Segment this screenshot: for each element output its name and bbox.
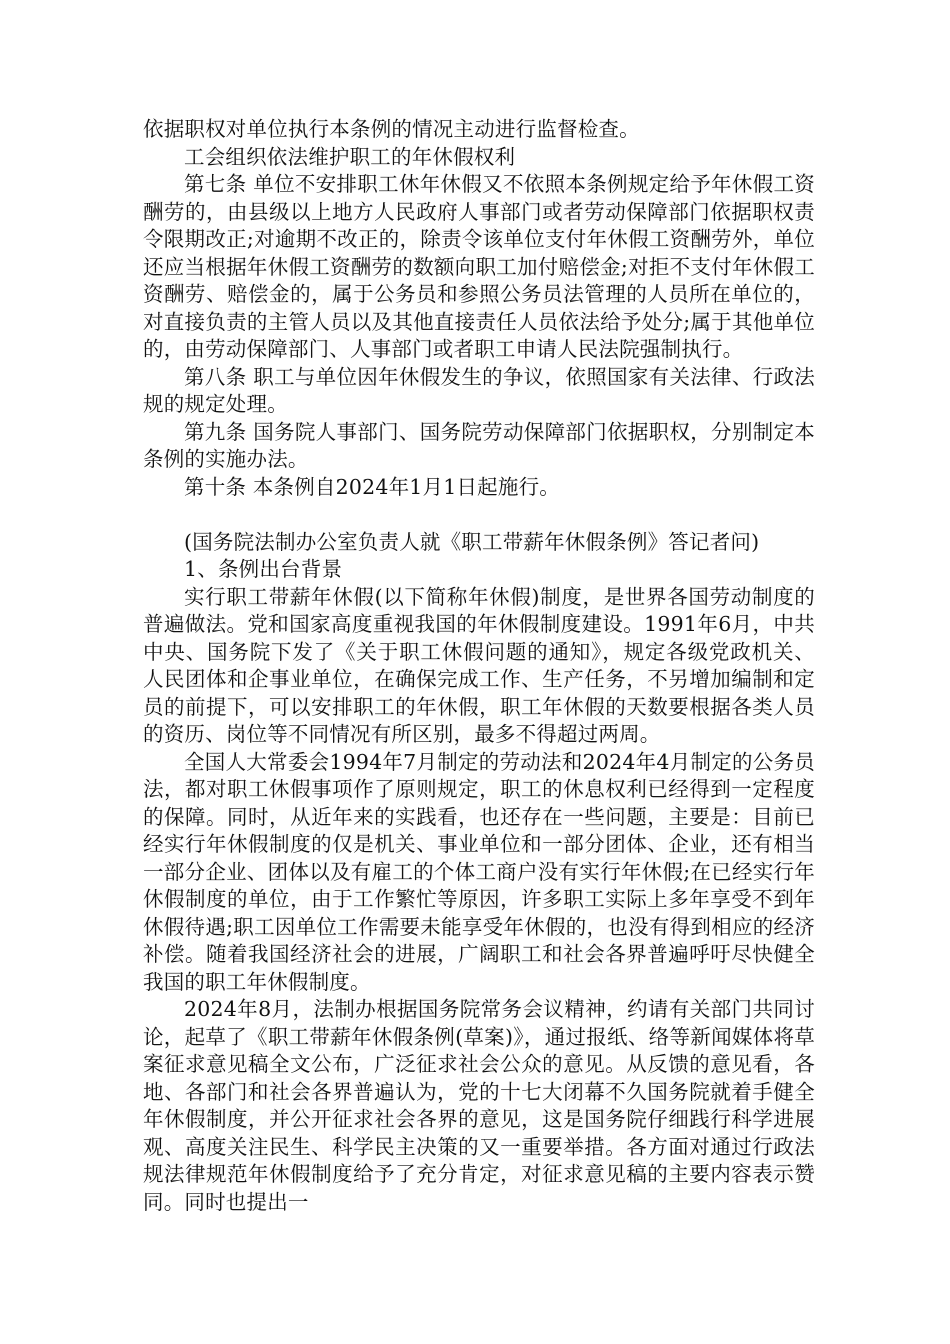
- article-10-paragraph: 第十条 本条例自2024年1月1日起施行。: [184, 474, 560, 499]
- interview-heading: (国务院法制办公室负责人就《职工带薪年休假条例》答记者问): [184, 529, 760, 554]
- section-heading: 1、条例出台背景: [184, 557, 343, 581]
- paragraph: 实行职工带薪年休假(以下简称年休假)制度，是世界各国劳动制度的普遍做法。党和国家高度重视我国的年休假制度建设。1991年6月，中共中央、国务院下发了《关于职工休假问题的通知》，规定各级党政机关、人民团体和企事业单位，在确保完成工作、生产任务，不另增加编制和定员的前提下，可以安排职工的年休假，职工年休假的天数要根据各类人员的资历、岗位等不同情况有所区别，最多不得超过两周。: [143, 584, 815, 746]
- paragraph: 工会组织依法维护职工的年休假权利: [184, 144, 516, 169]
- paragraph: 2024年8月，法制办根据国务院常务会议精神，约请有关部门共同讨论，起草了《职工带薪年休假条例(草案)》，通过报纸、络等新闻媒体将草案征求意见稿全文公布，广泛征求社会公众的意见。从反馈的意见看，各地、各部门和社会各界普遍认为，党的十七大闭幕不久国务院就着手健全年休假制度，并公开征求社会各界的意见，这是国务院仔细践行科学进展观、高度关注民生、科学民主决策的又一重要举措。各方面对通过行政法规法律规范年休假制度给予了充分肯定，对征求意见稿的主要内容表示赞同。同时也提出一: [143, 997, 815, 1214]
- article-7-paragraph: 第七条 单位不安排职工休年休假又不依照本条例规定给予年休假工资酬劳的，由县级以上地方人民政府人事部门或者劳动保障部门依据职权责令限期改正;对逾期不改正的，除责令该单位支付年休假工资酬劳外，单位还应当根据年休假工资酬劳的数额向职工加付赔偿金;对拒不支付年休假工资酬劳、赔偿金的，属于公务员和参照公务员法管理的人员所在单位的，对直接负责的主管人员以及其他直接责任人员依法给予处分;属于其他单位的，由劳动保障部门、人事部门或者职工申请人民法院强制执行。: [143, 172, 815, 361]
- document-page: [143, 116, 815, 1216]
- paragraph: 全国人大常委会1994年7月制定的劳动法和2024年4月制定的公务员法，都对职工休假事项作了原则规定，职工的休息权利已经得到一定程度的保障。同时，从近年来的实践看，也还存在一些问题，主要是：目前已经实行年休假制度的仅是机关、事业单位和一部分团体、企业，还有相当一部分企业、团体以及有雇工的个体工商户没有实行年休假;在已经实行年休假制度的单位，由于工作繁忙等原因，许多职工实际上多年享受不到年休假待遇;职工因单位工作需要未能享受年休假的，也没有得到相应的经济补偿。随着我国经济社会的进展，广阔职工和社会各界普遍呼吁尽快健全我国的职工年休假制度。: [143, 749, 815, 994]
- article-8-paragraph: 第八条 职工与单位因年休假发生的争议，依照国家有关法律、行政法规的规定处理。: [143, 364, 815, 416]
- paragraph: 依据职权对单位执行本条例的情况主动进行监督检查。: [143, 117, 640, 141]
- article-9-paragraph: 第九条 国务院人事部门、国务院劳动保障部门依据职权，分别制定本条例的实施办法。: [143, 419, 815, 471]
- blank-line: [143, 501, 815, 529]
